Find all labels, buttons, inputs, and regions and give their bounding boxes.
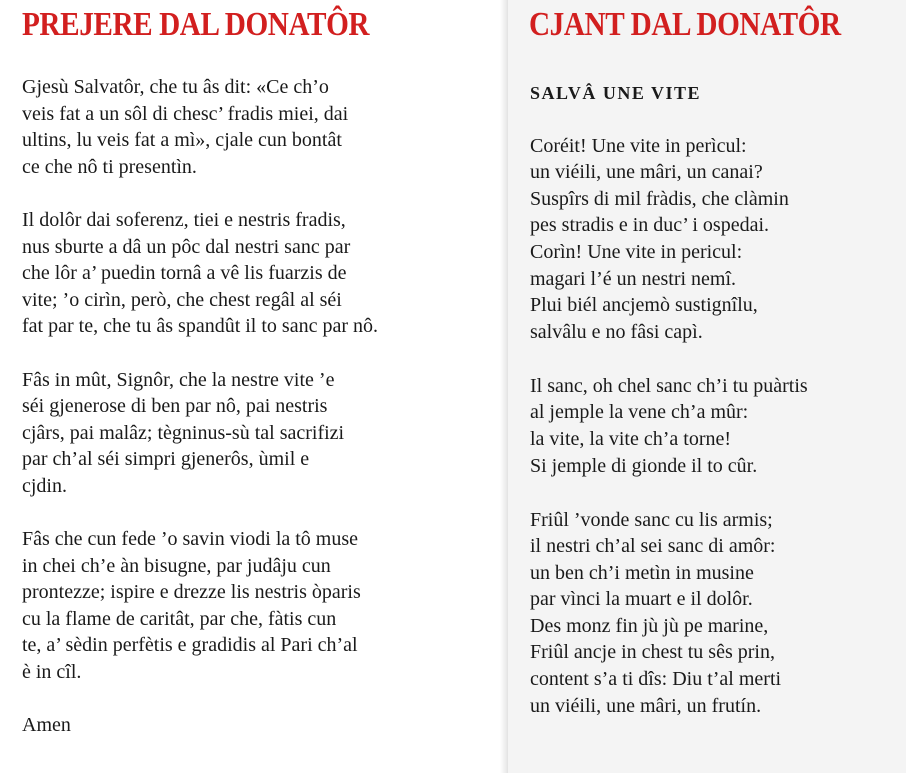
- verse-line: pes stradis e in duc’ i ospedai.: [530, 214, 770, 237]
- text-line: ce che nô ti presentìn.: [22, 155, 197, 178]
- text-line: Amen: [22, 714, 71, 737]
- text-line: cu la flame de caritât, par che, fàtis cun: [22, 607, 337, 630]
- text-line: ultins, lu veis fat a mì», cjale cun bontât: [22, 129, 342, 152]
- verse-line: Corìn! Une vite in pericul:: [530, 240, 743, 263]
- verse-line: un viéili, une mâri, un canai?: [530, 161, 763, 184]
- verse-line: Friûl ’vonde sanc cu lis armis;: [530, 508, 773, 531]
- text-line: fat par te, che tu âs spandût il to sanc par nô.: [22, 315, 378, 338]
- verse-line: Friûl ancje in chest tu sês prin,: [530, 641, 775, 664]
- verse-line: la vite, la vite ch’a torne!: [530, 427, 732, 450]
- song-stanza: [530, 133, 900, 346]
- text-line: Il dolôr dai soferenz, tiei e nestris fradis,: [22, 208, 346, 231]
- song-subtitle: SALVÂ UNE VITE: [530, 83, 702, 103]
- prayer-paragraph: [22, 712, 502, 739]
- verse-line: salvâlu e no fâsi capì.: [530, 320, 703, 343]
- verse-line: il nestri ch’al sei sanc di amôr:: [530, 535, 776, 558]
- prayer-paragraph: [22, 526, 502, 686]
- verse-line: Il sanc, oh chel sanc ch’i tu puàrtis: [530, 374, 808, 397]
- verse-line: al jemple la vene ch’a mûr:: [530, 401, 749, 424]
- verse-line: un viéili, une mâri, un frutín.: [530, 694, 762, 717]
- text-line: séi gjenerose di ben par nô, pai nestris: [22, 395, 328, 418]
- page-title-prejere: PREJERE DAL DONATÔR: [22, 6, 370, 43]
- verse-line: Suspîrs di mil fràdis, che clàmin: [530, 187, 789, 210]
- song-text: [530, 80, 900, 747]
- text-line: è in cîl.: [22, 661, 82, 684]
- verse-line: Si jemple di gionde il to cûr.: [530, 454, 758, 477]
- text-line: vite; ’o cirìn, però, che chest regâl al séi: [22, 288, 342, 311]
- song-stanza: [530, 373, 900, 479]
- verse-line: Coréit! Une vite in perìcul:: [530, 134, 747, 157]
- text-line: che lôr a’ puedin tornâ a vê lis fuarzis de: [22, 262, 347, 285]
- song-stanza: [530, 507, 900, 720]
- verse-line: par vìnci la muart e il dolôr.: [530, 588, 753, 611]
- prayer-paragraph: [22, 207, 502, 340]
- prayer-paragraph: [22, 74, 502, 180]
- right-page: [508, 0, 906, 773]
- text-line: Fâs che cun fede ’o savin viodi la tô muse: [22, 528, 359, 551]
- text-line: nus sburte a dâ un pôc dal nestri sanc par: [22, 235, 351, 258]
- text-line: in chei ch’e àn bisugne, par judâju cun: [22, 554, 331, 577]
- text-line: Fâs in mût, Signôr, che la nestre vite ’e: [22, 368, 335, 391]
- verse-line: magari l’é un nestri nemî.: [530, 267, 737, 290]
- prayer-paragraph: [22, 367, 502, 500]
- page-title-cjant: CJANT DAL DONATÔR: [529, 6, 841, 43]
- text-line: veis fat a un sôl di chesc’ fradis miei, dai: [22, 102, 349, 125]
- verse-line: content s’a ti dîs: Diu t’al merti: [530, 668, 782, 691]
- text-line: te, a’ sèdin perfètis e gradidis al Pari ch’al: [22, 634, 358, 657]
- text-line: par ch’al séi simpri gjenerôs, ùmil e: [22, 448, 310, 471]
- prayer-text: [22, 74, 502, 765]
- verse-line: Plui biél ancjemò sustignîlu,: [530, 294, 758, 317]
- text-line: Gjesù Salvatôr, che tu âs dit: «Ce ch’o: [22, 76, 329, 98]
- text-line: cjârs, pai malâz; tègninus-sù tal sacrifizi: [22, 421, 345, 444]
- text-line: cjdin.: [22, 474, 67, 497]
- text-line: prontezze; ispire e drezze lis nestris òparis: [22, 581, 361, 604]
- verse-line: un ben ch’i metìn in musine: [530, 561, 754, 584]
- verse-line: Des monz fin jù jù pe marine,: [530, 614, 769, 637]
